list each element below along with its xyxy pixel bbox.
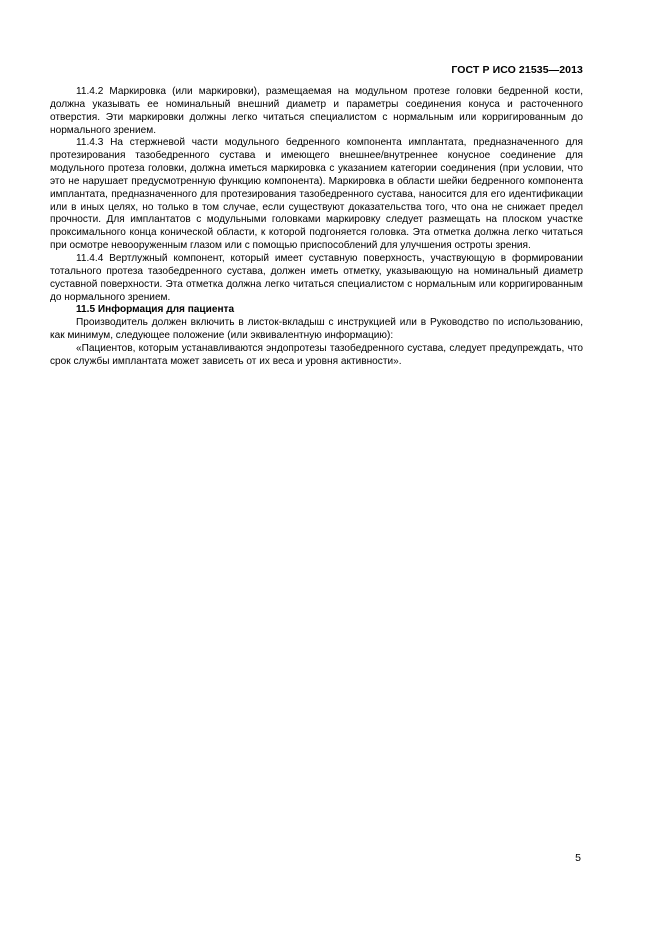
paragraph-11-4-4: 11.4.4 Вертлужный компонент, который имеет суставную поверхность, участвующую в формировании тотального протеза тазобедренного сустава, должен иметь отметку, указывающую на номинальный диаметр суставной поверхности. Эта отметка должна легко читаться специалистом с нормальным или корригированным до нормального зрением. [50,252,583,303]
paragraph-11-5-body: Производитель должен включить в листок-вкладыш с инструкцией или в Руководство по использованию, как минимум, следующее положение (или эквивалентную информацию): [50,317,583,342]
section-heading-11-5: 11.5 Информация для пациента [76,304,235,316]
paragraph-11-5-quote: «Пациентов, которым устанавливаются эндопротезы тазобедренного сустава, следует предупреждать, что срок службы имплантата может зависеть от их веса и уровня активности». [50,342,583,367]
paragraph-11-4-2: 11.4.2 Маркировка (или маркировки), размещаемая на модульном протезе головки бедренной кости, должна указывать ее номинальный внешний диаметр и параметры соединения конуса и расточенного отверстия. Эти маркировки должны легко читаться специалистом с нормальным или корригированным до нормального зрением. [50,86,583,136]
paragraph-11-4-3: 11.4.3 На стержневой части модульного бедренного компонента имплантата, предназначенного для протезирования тазобедренного сустава и имеющего внешнее/внутреннее конусное соединение для модульного протеза головки, должна иметься маркировка с указанием категории соединения (при условии, что это не нарушает предусмотренную функцию компонента). Маркировка в области шейки бедренного компонента имплантата, предназначенного для протезирования тазобедренного сустава, наносится для его идентификации или в иных целях, но только в том случае, если существуют доказательства того, что она не снижает предел прочности. Для имплантатов с модульными головками маркировку следует размещать на плоском участке проксимального конца конической области, к которой подгоняется головка. Эта отметка должна легко читаться при осмотре невооруженным глазом или с помощью приспособлений для улучшения остроты зрения. [50,137,583,252]
page-number: 5 [575,852,581,864]
document-header: ГОСТ Р ИСО 21535—2013 [451,64,583,76]
document-body [50,86,583,369]
